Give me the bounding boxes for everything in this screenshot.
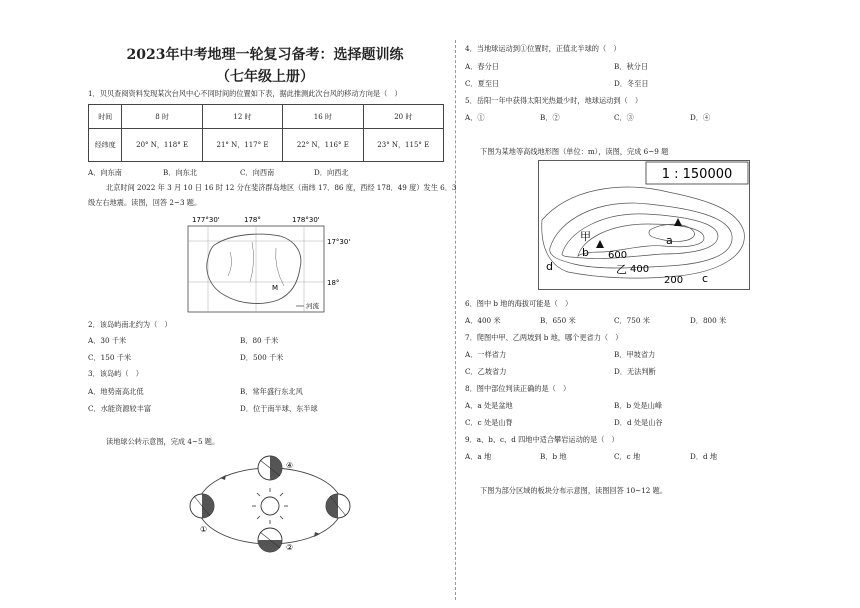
table-header: 12 时 xyxy=(202,105,282,129)
q4-option-b: B．秋分日 xyxy=(614,62,649,71)
sun-icon xyxy=(252,488,288,524)
intro-6-9: 下图为某地等高线地形图（单位：m），读图，完成 6~9 题 xyxy=(480,147,669,156)
table-row xyxy=(89,105,444,129)
table-header: 8 时 xyxy=(122,105,202,129)
q5-option-c: C．③ xyxy=(614,113,634,122)
earth-icon xyxy=(326,494,350,518)
question-1: 1．贝贝查阅资料发现某次台风中心不同时间的位置如下表，据此推测此次台风的移动方向是（ ） xyxy=(88,89,402,98)
q9-option-c: C．c 地 xyxy=(614,452,641,461)
question-2: 2．该岛屿南北约为（ ） xyxy=(88,320,172,329)
river-line xyxy=(276,248,284,286)
intro-10-12: 下图为部分区域的板块分布示意图，读图回答 10~12 题。 xyxy=(480,486,668,495)
question-8: 8．图中部位判读正确的是（ ） xyxy=(465,384,571,393)
question-4: 4．当地球运动到①位置时，正值北半球的（ ） xyxy=(465,44,621,53)
q2-option-a: A．30 千米 xyxy=(88,336,127,345)
q3-option-d: D．位于南半球、东半球 xyxy=(240,404,318,413)
intro-2-3-line1: 北京时间 2022 年 3 月 10 日 16 时 12 分在斐济群岛地区（南纬 17．86 度，西经 178．49 度）发生 6．3 xyxy=(106,183,457,192)
q7-option-d: D．无法判断 xyxy=(614,367,656,376)
table-header: 时间 xyxy=(89,105,122,129)
q5-option-a: A．① xyxy=(465,113,485,122)
doc-title: 2023年中考地理一轮复习备考：选择题训练 xyxy=(126,47,404,63)
question-7: 7．爬图中甲、乙两坡到 b 地，哪个更省力（ ） xyxy=(465,333,623,342)
q5-option-d: D．④ xyxy=(690,113,711,122)
label-a: a xyxy=(666,234,673,247)
q1-option-a: A．向东南 xyxy=(88,168,122,177)
earth-icon xyxy=(190,494,214,518)
q4-option-a: A．春分日 xyxy=(465,62,499,71)
column-divider xyxy=(455,40,456,600)
label-jia: 甲 xyxy=(580,230,591,243)
q8-option-c: C．c 处是山脊 xyxy=(465,418,513,427)
lat-label: 17°30' xyxy=(327,238,351,246)
table-cell: 23° N，115° E xyxy=(363,129,443,162)
lat-label: 18° xyxy=(327,279,340,287)
label-400: 400 xyxy=(630,264,650,275)
earth-orbit-diagram xyxy=(180,452,360,560)
q3-option-c: C．水能资源较丰富 xyxy=(88,404,152,413)
q6-option-d: D．800 米 xyxy=(690,316,727,325)
q8-option-a: A．a 处是盆地 xyxy=(465,401,513,410)
q1-option-d: D．向西北 xyxy=(314,168,349,177)
question-3: 3．该岛屿（ ） xyxy=(88,369,143,378)
marker-m: M xyxy=(272,284,279,292)
map-scale: 1 : 150000 xyxy=(661,167,733,182)
lon-label: 178°30' xyxy=(292,216,320,224)
q5-option-b: B．② xyxy=(540,113,560,122)
label-200: 200 xyxy=(664,275,684,286)
label-yi: 乙 xyxy=(616,263,627,276)
q9-option-b: B．b 地 xyxy=(540,452,567,461)
q3-option-a: A．地势南高北低 xyxy=(88,387,144,396)
q8-option-d: D．d 处是山谷 xyxy=(614,418,663,427)
q6-option-b: B．650 米 xyxy=(540,316,576,325)
question-5: 5．岳阳一年中获得太阳光热最少时，地球运动到（ ） xyxy=(465,96,643,105)
intro-2-3-line2: 级左右地震。读图，回答 2~3 题。 xyxy=(88,198,202,207)
q2-option-b: B．80 千米 xyxy=(240,336,279,345)
table-cell: 21° N，117° E xyxy=(202,129,282,162)
orbit-pos-4: ④ xyxy=(286,461,294,470)
q4-option-d: D．冬至日 xyxy=(614,79,649,88)
lon-label: 177°30' xyxy=(192,216,220,224)
typhoon-table xyxy=(88,104,444,162)
q7-option-c: C．乙坡省力 xyxy=(465,367,507,376)
q1-option-b: B．向东北 xyxy=(163,168,198,177)
label-600: 600 xyxy=(608,250,628,261)
label-c: c xyxy=(702,272,709,285)
table-row xyxy=(89,129,444,162)
q1-option-c: C．向西南 xyxy=(240,168,275,177)
island-outline xyxy=(207,234,301,303)
table-cell: 22° N，116° E xyxy=(283,129,363,162)
contour-map xyxy=(538,160,750,290)
doc-subtitle: （七年级上册） xyxy=(216,69,314,85)
table-cell: 经纬度 xyxy=(89,129,122,162)
q6-option-c: C．750 米 xyxy=(614,316,650,325)
q7-option-b: B．甲坡省力 xyxy=(614,350,656,359)
q8-option-b: B．b 处是山峰 xyxy=(614,401,663,410)
q6-option-a: A．400 米 xyxy=(465,316,501,325)
table-header: 16 时 xyxy=(283,105,363,129)
q4-option-c: C．夏至日 xyxy=(465,79,500,88)
table-cell: 20° N，118° E xyxy=(122,129,202,162)
lon-label: 178° xyxy=(244,216,261,224)
label-d: d xyxy=(546,260,553,273)
river-line xyxy=(228,252,232,276)
table-header: 20 时 xyxy=(363,105,443,129)
q9-option-d: D．d 地 xyxy=(690,452,718,461)
question-6: 6．图中 b 地的海拔可能是（ ） xyxy=(465,299,573,308)
label-b: b xyxy=(582,246,589,259)
q7-option-a: A．一样省力 xyxy=(465,350,507,359)
q9-option-a: A．a 地 xyxy=(465,452,492,461)
intro-4-5: 读地球公转示意图，完成 4~5 题。 xyxy=(106,437,220,446)
legend-river: 河流 xyxy=(306,302,319,310)
q3-option-b: B．常年盛行东北风 xyxy=(240,387,303,396)
fiji-island-map xyxy=(180,212,360,318)
orbit-pos-2: ② xyxy=(286,543,294,552)
q2-option-d: D．500 千米 xyxy=(240,353,284,362)
river-line xyxy=(250,242,254,282)
question-9: 9．a、b、c、d 四地中适合攀岩运动的是（ ） xyxy=(465,435,619,444)
earth-icon xyxy=(258,528,282,552)
earth-icon xyxy=(258,456,282,480)
orbit-pos-1: ① xyxy=(200,525,208,534)
q2-option-c: C．150 千米 xyxy=(88,353,132,362)
